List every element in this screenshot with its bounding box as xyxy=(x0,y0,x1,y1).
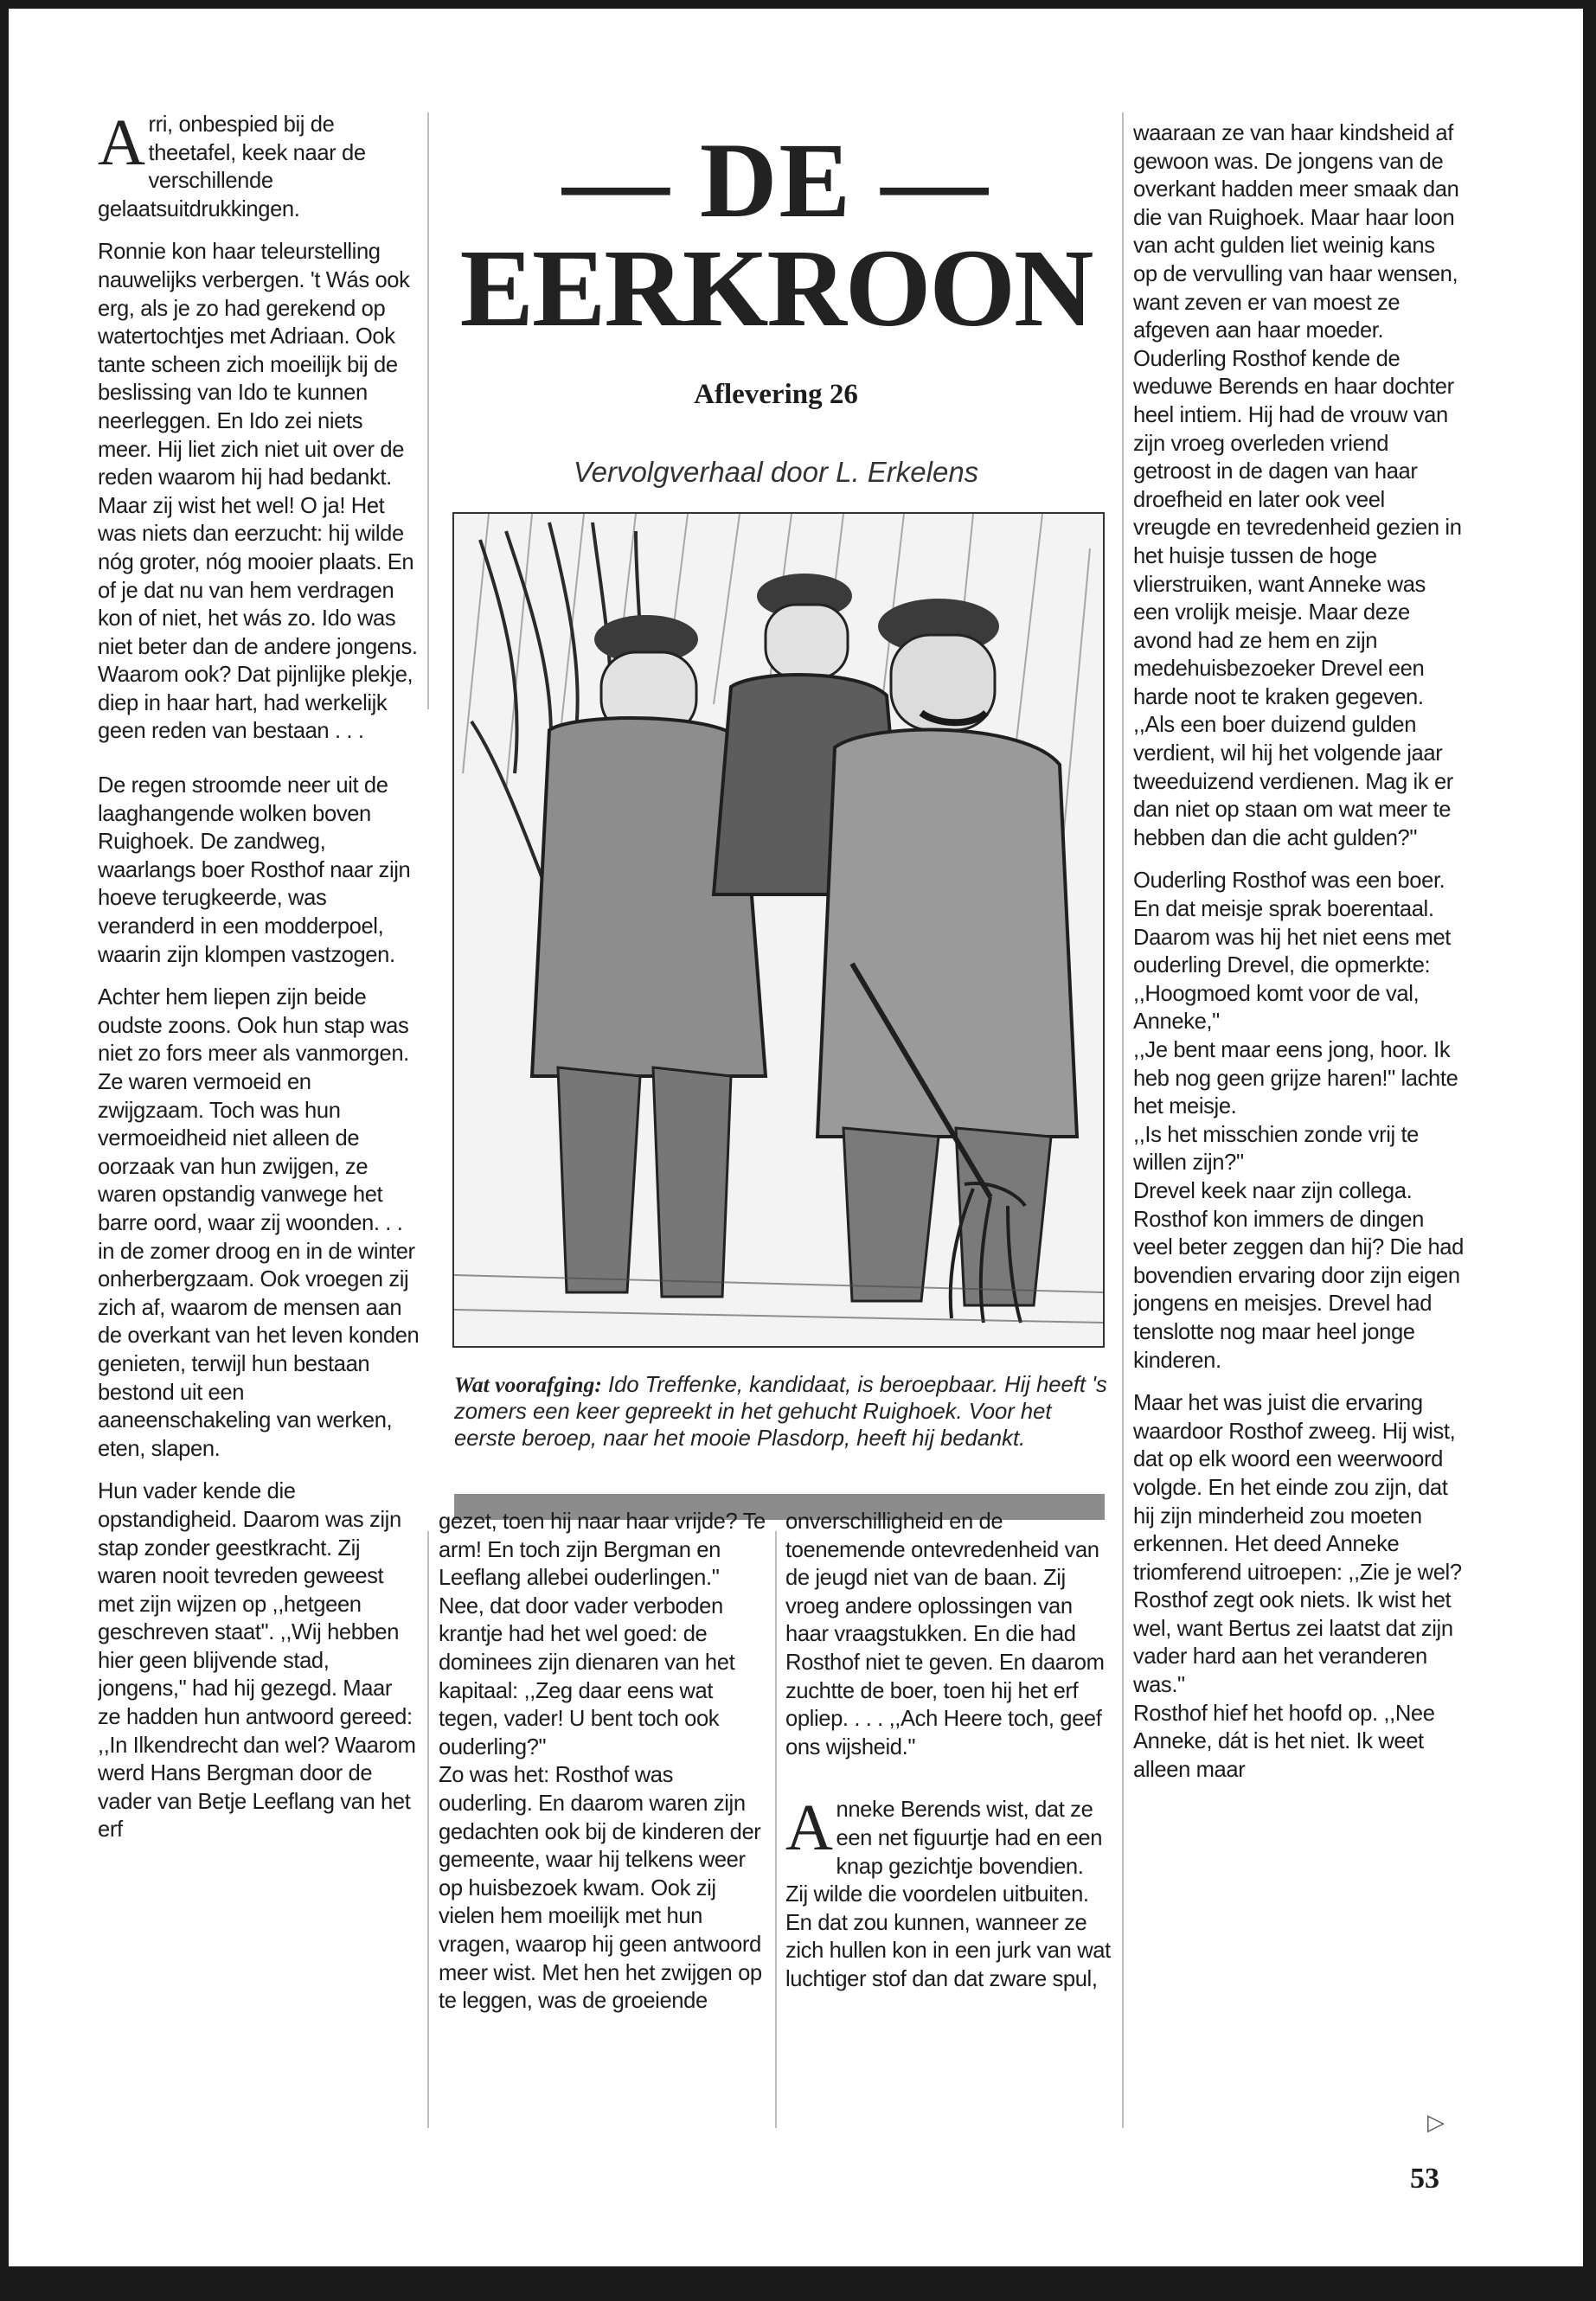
paragraph: Rosthof hief het hoofd op. ,,Nee Anneke, dát is het niet. Ik weet alleen maar xyxy=(1133,1701,1435,1782)
text-column-4 xyxy=(1133,119,1464,2126)
story-illustration xyxy=(452,512,1105,1348)
paragraph xyxy=(98,111,420,223)
article-header xyxy=(439,121,1113,490)
article-title-line-1: — DE — xyxy=(561,121,990,240)
paragraph: De regen stroomde neer uit de laaghangende wolken boven Ruighoek. De zandweg, waarlangs boer Rosthof naar zijn hoeve terugkeerde, was veranderd in een modderpoel, waarin zijn klompen vastzogen. xyxy=(98,773,411,967)
drop-cap: A xyxy=(98,111,145,179)
text-column-2 xyxy=(439,1508,766,2131)
text-column-1 xyxy=(98,111,420,2126)
paragraph: Zij wilde die voordelen uitbuiten. En dat zou kunnen, wanneer ze zich hullen kon in een jurk van wat luchtiger stof dan dat zware spul, xyxy=(785,1882,1111,1991)
paragraph: Drevel keek naar zijn collega. Rosthof kon immers de dingen veel beter zeggen dan hij? Die had bovendien ervaring door zijn eigen jongens en meisjes. Drevel had tenslotte nog maar heel jonge kinderen. xyxy=(1133,1178,1464,1373)
paragraph: gezet, toen hij naar haar vrijde? Te arm! En toch zijn Bergman en Leeflang allebei ouderlingen." Nee, dat door vader verboden krantje had het wel goed: de dominees zijn dienaren van het kapitaal: ,,Zeg daar eens wat tegen, vader! U bent toch ook ouderling?" xyxy=(439,1509,766,1759)
text-column-3 xyxy=(785,1508,1112,2131)
paragraph: ,,Is het misschien zonde vrij te willen zijn?" xyxy=(1133,1122,1420,1176)
paragraph: Ronnie kon haar teleurstelling nauwelijks verbergen. 't Wás ook erg, als je zo had gerekend op watertochtjes met Adriaan. Ook tante scheen zich moeilijk bij de beslissing van Ido te kunnen neerleggen. En Ido zei niets meer. Hij liet zich niet uit over de reden waarom hij had bedankt. Maar zij wist het wel! O ja! Het was niets dan eerzucht: hij wilde nóg groter, nóg mooier plaats. En of je dat nu van hem verdragen kon of niet, het wás zo. Ido was niet beter dan de andere jongens. Waarom ook? Dat pijnlijke plekje, diep in haar hart, had werkelijk geen reden van bestaan . . . xyxy=(98,240,418,744)
paragraph: Achter hem liepen zijn beide oudste zoons. Ook hun stap was niet zo fors meer als vanmorgen. Ze waren vermoeid en zwijgzaam. Toch was hun vermoeidheid niet alleen de oorzaak van hun zwijgen, ze waren opstandig vanwege het barre oord, waar zij woonden. . . in de zomer droog en in de winter onherbergzaam. Ook vroegen zij zich af, waarom de mensen aan de overkant van het leven konden genieten, terwijl hun bestaan bestond uit een aaneenschakeling van werken, eten, slapen. xyxy=(98,985,420,1461)
magazine-page xyxy=(9,9,1583,2266)
column-divider xyxy=(427,112,429,709)
illustration-drawing xyxy=(454,514,1103,1346)
recap-label: Wat voorafging: xyxy=(454,1372,602,1397)
recap-text: Ido Treffenke, kandidaat, is beroepbaar. Hij heeft 's zomers een keer gepreekt in het gehucht Ruighoek. Voor het eerste beroep, naar het mooie Plasdorp, heeft hij bedankt. xyxy=(454,1373,1107,1451)
page-number: 53 xyxy=(1410,2163,1439,2195)
episode-label: Aflevering 26 xyxy=(694,379,858,410)
paragraph: ,,Als een boer duizend gulden verdient, wil hij het volgende jaar tweeduizend verdienen. Mag ik er dan niet op staan om wat meer te hebben dan die acht gulden?" xyxy=(1133,713,1453,850)
paragraph: Maar het was juist die ervaring waardoor Rosthof zweeg. Hij wist, dat op elk woord een weerwoord volgde. En het einde zou zijn, dat hij zijn minderheid zou moeten erkennen. Het deed Anneke triomferend uitroepen: ,,Zie je wel? Rosthof zegt ook niets. Ik wist het wel, want Bertus zei laatst dat zijn vader hard aan het veranderen was." xyxy=(1133,1391,1462,1698)
article-title-line-2: EERKROON xyxy=(459,227,1093,349)
paragraph: Zo was het: Rosthof was ouderling. En daarom waren zijn gedachten ook bij de kinderen der gemeente, waar hij telkens weer op huisbezoek kwam. Ook zij vielen hem moeilijk met hun vragen, waarop hij geen antwoord meer wist. Met hen het zwijgen op te leggen, was de groeiende xyxy=(439,1763,762,2014)
paragraph-text: nneke Berends wist, dat ze een net figuurtje had en een knap gezichtje bovendien. xyxy=(836,1798,1103,1879)
triangle-right-outline-icon: ▷ xyxy=(1427,2109,1445,2135)
column-divider xyxy=(775,1531,777,2128)
column-divider xyxy=(427,1531,429,2128)
paragraph-text: rri, onbespied bij de theetafel, keek naar de verschillende gelaatsuitdrukkingen. xyxy=(98,112,366,221)
column-divider xyxy=(1122,112,1124,2128)
paragraph xyxy=(785,1791,1112,1881)
recap-caption xyxy=(454,1371,1112,1452)
paragraph: Ouderling Rosthof was een boer. En dat meisje sprak boerentaal. Daarom was hij het niet eens met ouderling Drevel, die opmerkte: ,,Hoogmoed komt voor de val, Anneke," xyxy=(1133,868,1452,1035)
paragraph: onverschilligheid en de toenemende ontevredenheid van de jeugd niet van de baan. Zij vroeg andere oplossingen van haar vraagstukken. En die had Rosthof niet te geven. En daarom zuchtte de boer, toen hij het erf opliep. . . . ,,Ach Heere toch, geef ons wijsheid." xyxy=(785,1509,1105,1759)
byline: Vervolgverhaal door L. Erkelens xyxy=(573,456,979,488)
paragraph: Ouderling Rosthof kende de weduwe Berends en haar dochter heel intiem. Hij had de vrouw van zijn vroeg overleden vriend getroost in de dagen van haar droefheid en later ook veel vreugde en tevredenheid gezien in het huisje tussen de hoge vlierstruiken, want Anneke was een vrolijk meisje. Maar deze avond had ze hem en zijn medehuisbezoeker Drevel een harde noot te kraken gegeven. xyxy=(1133,346,1462,709)
drop-cap: A xyxy=(785,1791,833,1865)
paragraph: ,,Je bent maar eens jong, hoor. Ik heb nog geen grijze haren!" lachte het meisje. xyxy=(1133,1038,1458,1119)
paragraph: waaraan ze van haar kindsheid af gewoon was. De jongens van de overkant hadden meer smaak dan die van Ruighoek. Maar haar loon van acht gulden liet weinig kans op de vervulling van haar wensen, want zeven er van moest ze afgeven aan haar moeder. xyxy=(1133,121,1459,343)
paragraph: Hun vader kende die opstandigheid. Daarom was zijn stap zonder geestkracht. Zij waren nooit tevreden geweest met zijn wijzen op ,,hetgeen geschreven staat". ,,Wij hebben hier geen blijvende stad, jongens," had hij gezegd. Maar ze hadden hun antwoord gereed: ,,In Ilkendrecht dan wel? Waarom werd Hans Bergman door de vader van Betje Leeflang van het erf xyxy=(98,1479,416,1843)
